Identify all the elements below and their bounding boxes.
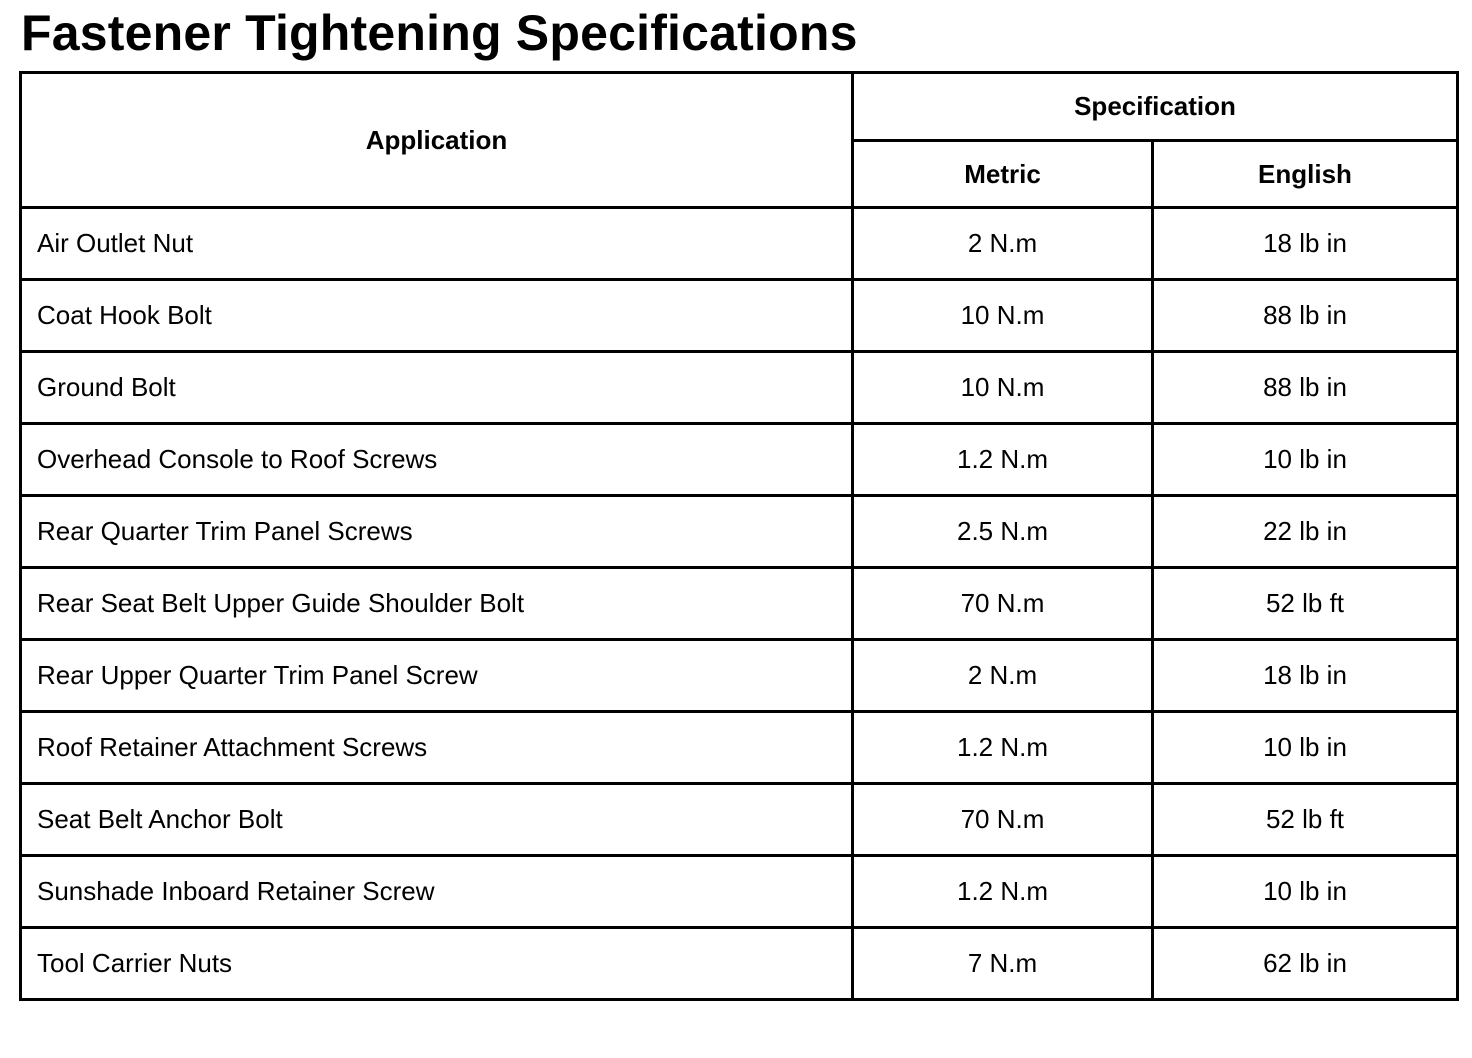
page-title: Fastener Tightening Specifications (21, 5, 858, 61)
application-header: Application (21, 73, 853, 208)
metric-cell: 7 N.m (853, 928, 1153, 1000)
metric-cell: 1.2 N.m (853, 424, 1153, 496)
table-row (21, 352, 1458, 424)
table-row (21, 568, 1458, 640)
table-row (21, 496, 1458, 568)
metric-cell: 2.5 N.m (853, 496, 1153, 568)
application-cell: Rear Upper Quarter Trim Panel Screw (21, 640, 853, 712)
application-cell: Overhead Console to Roof Screws (21, 424, 853, 496)
header-row-top (21, 73, 1458, 141)
english-cell: 22 lb in (1153, 496, 1458, 568)
application-cell: Coat Hook Bolt (21, 280, 853, 352)
application-cell: Seat Belt Anchor Bolt (21, 784, 853, 856)
metric-cell: 1.2 N.m (853, 712, 1153, 784)
table-row (21, 280, 1458, 352)
specification-header: Specification (853, 73, 1458, 141)
english-cell: 10 lb in (1153, 712, 1458, 784)
metric-cell: 70 N.m (853, 784, 1153, 856)
metric-cell: 70 N.m (853, 568, 1153, 640)
application-cell: Tool Carrier Nuts (21, 928, 853, 1000)
english-cell: 10 lb in (1153, 856, 1458, 928)
table-row (21, 928, 1458, 1000)
table-row (21, 712, 1458, 784)
metric-cell: 2 N.m (853, 640, 1153, 712)
english-cell: 18 lb in (1153, 640, 1458, 712)
english-cell: 88 lb in (1153, 280, 1458, 352)
metric-header: Metric (853, 141, 1153, 208)
english-header: English (1153, 141, 1458, 208)
table-row (21, 424, 1458, 496)
metric-cell: 1.2 N.m (853, 856, 1153, 928)
application-cell: Rear Seat Belt Upper Guide Shoulder Bolt (21, 568, 853, 640)
application-cell: Ground Bolt (21, 352, 853, 424)
english-cell: 52 lb ft (1153, 568, 1458, 640)
application-cell: Roof Retainer Attachment Screws (21, 712, 853, 784)
table-row (21, 856, 1458, 928)
english-cell: 18 lb in (1153, 208, 1458, 280)
english-cell: 52 lb ft (1153, 784, 1458, 856)
metric-cell: 10 N.m (853, 352, 1153, 424)
fastener-spec-table (19, 71, 1459, 1001)
metric-cell: 2 N.m (853, 208, 1153, 280)
english-cell: 10 lb in (1153, 424, 1458, 496)
application-cell: Air Outlet Nut (21, 208, 853, 280)
metric-cell: 10 N.m (853, 280, 1153, 352)
table-row (21, 640, 1458, 712)
table-row (21, 784, 1458, 856)
application-cell: Rear Quarter Trim Panel Screws (21, 496, 853, 568)
application-cell: Sunshade Inboard Retainer Screw (21, 856, 853, 928)
english-cell: 62 lb in (1153, 928, 1458, 1000)
table-row (21, 208, 1458, 280)
english-cell: 88 lb in (1153, 352, 1458, 424)
